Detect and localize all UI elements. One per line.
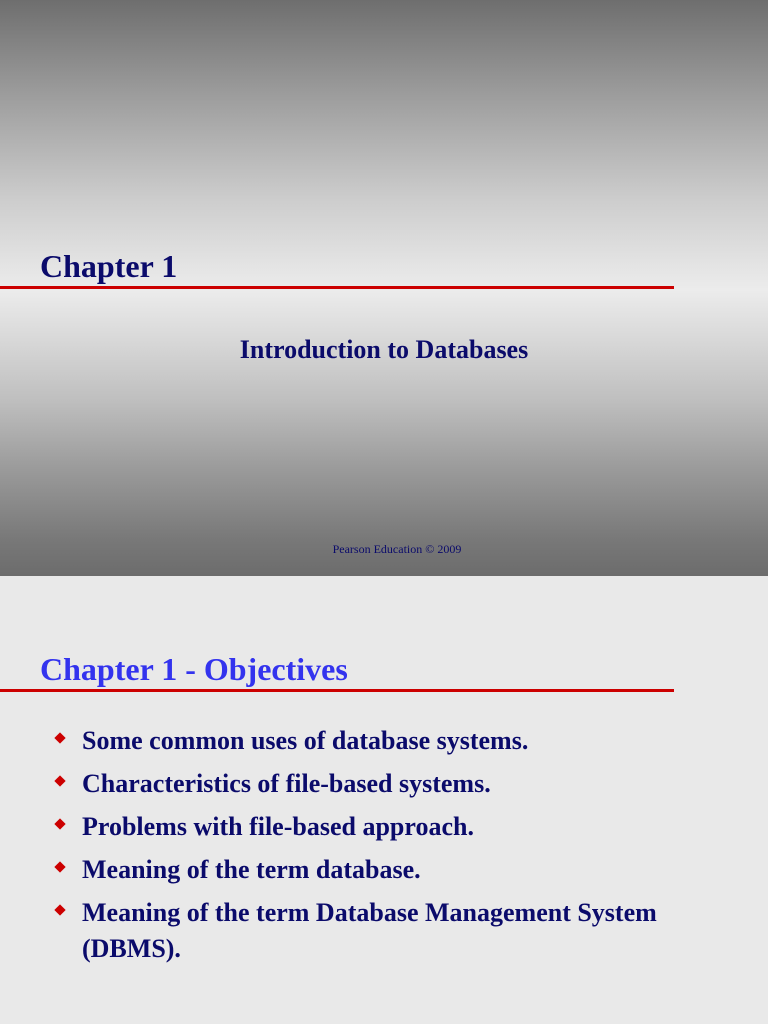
- objective-item: [0, 852, 768, 888]
- diamond-bullet-icon: [54, 861, 65, 872]
- chapter-title: Chapter 1: [40, 248, 178, 284]
- objective-item: [0, 766, 768, 802]
- objective-item: [0, 895, 768, 967]
- objectives-title: Chapter 1 - Objectives: [40, 651, 348, 687]
- objective-text: Some common uses of database systems.: [82, 726, 529, 755]
- objective-item: [0, 723, 768, 759]
- slide-subtitle: Introduction to Databases: [239, 335, 529, 364]
- diamond-bullet-icon: [54, 818, 65, 829]
- diamond-bullet-icon: [54, 732, 65, 743]
- copyright-footer: Pearson Education © 2009: [332, 542, 462, 556]
- objectives-list: [0, 723, 768, 974]
- objective-item: [0, 809, 768, 845]
- objective-text: Characteristics of file-based systems.: [82, 769, 491, 798]
- objectives-divider: [0, 689, 674, 692]
- diamond-bullet-icon: [54, 904, 65, 915]
- objectives-slide: [0, 576, 768, 1024]
- objective-text: Meaning of the term Database Management System (DBMS).: [82, 898, 657, 963]
- diamond-bullet-icon: [54, 775, 65, 786]
- title-divider: [0, 286, 674, 289]
- objective-text: Problems with file-based approach.: [82, 812, 474, 841]
- objective-text: Meaning of the term database.: [82, 855, 421, 884]
